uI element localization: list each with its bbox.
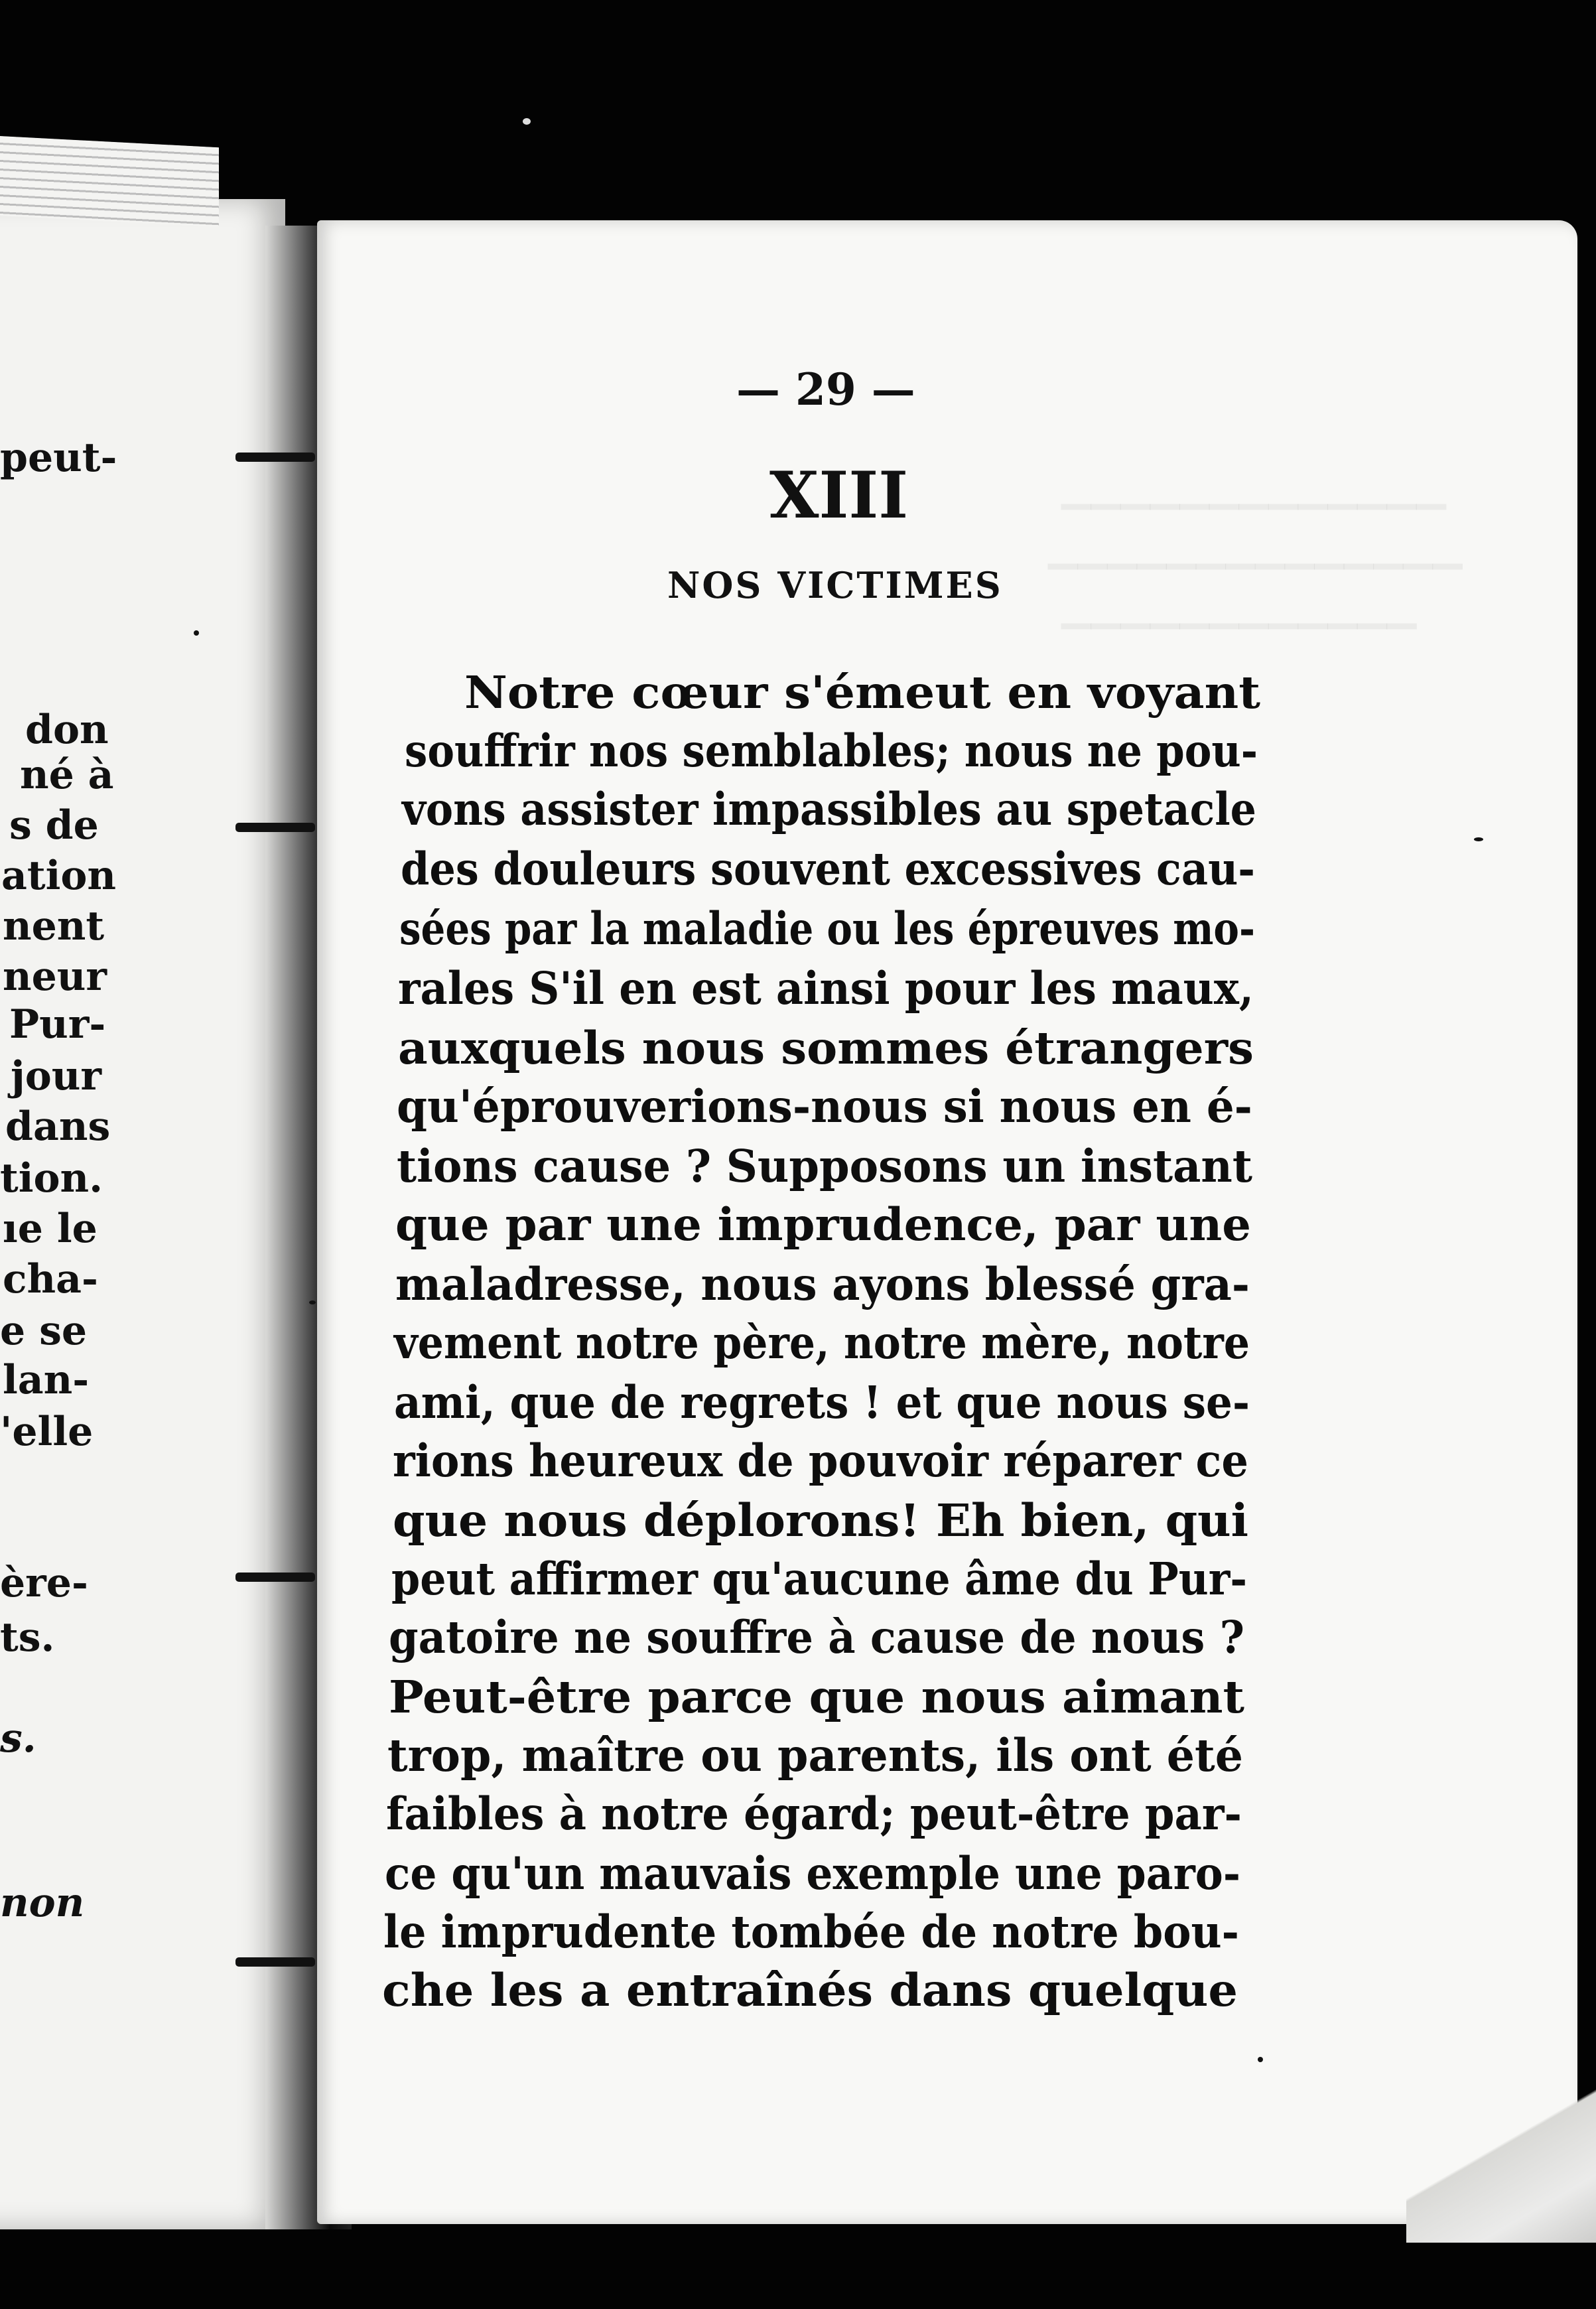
chapter-title: NOS VICTIMES xyxy=(667,564,1003,606)
body-line: vons assister impassibles au spetacle xyxy=(402,783,1256,835)
page-number: — 29 — xyxy=(736,364,915,415)
left-line: né à xyxy=(20,752,114,798)
left-line: s de xyxy=(9,802,99,849)
bleed-through-mark: ▁▁▁▁▁▁▁▁▁▁▁▁ xyxy=(1061,584,1417,629)
left-line: ation xyxy=(1,853,117,899)
body-line: maladresse, nous ayons blessé gra- xyxy=(395,1258,1250,1310)
left-line: ıe le xyxy=(3,1206,98,1252)
left-line: ts. xyxy=(0,1614,55,1661)
dust-speck xyxy=(1258,2057,1263,2062)
left-line: jour xyxy=(11,1053,101,1099)
body-line: souffrir nos semblables; nous ne pou- xyxy=(405,725,1258,777)
body-line: auxquels nous sommes étrangers xyxy=(398,1022,1254,1074)
body-line: sées par la maladie ou les épreuves mo- xyxy=(399,902,1255,955)
body-line: rales S'il en est ainsi pour les maux, xyxy=(398,962,1254,1015)
left-line: peut- xyxy=(0,435,117,481)
body-line: peut affirmer qu'aucune âme du Pur- xyxy=(391,1553,1247,1605)
left-line: 'elle xyxy=(0,1409,94,1455)
left-page-edges xyxy=(0,136,219,227)
bleed-through-mark: ▁▁▁▁▁▁▁▁▁▁▁▁▁ xyxy=(1061,464,1446,510)
body-line: che les a entraînés dans quelque xyxy=(382,1964,1238,2016)
body-line: faibles à notre égard; peut-être par- xyxy=(386,1787,1242,1840)
binding-stitch xyxy=(235,453,315,462)
body-line: vement notre père, notre mère, notre xyxy=(394,1316,1250,1369)
body-line: le imprudente tombée de notre bou- xyxy=(383,1906,1239,1958)
body-line: ce qu'un mauvais exemple une paro- xyxy=(385,1847,1240,1900)
left-line: e se xyxy=(0,1308,88,1354)
chapter-number: XIII xyxy=(769,458,909,533)
dust-speck xyxy=(309,1300,316,1304)
dust-speck xyxy=(194,630,199,636)
left-line: dans xyxy=(5,1103,111,1150)
body-line: que nous déplorons! Eh bien, qui xyxy=(393,1494,1248,1547)
left-line: Pur- xyxy=(9,1001,106,1048)
left-line: non xyxy=(0,1880,85,1926)
left-line: ère- xyxy=(0,1560,88,1606)
body-line: ami, que de regrets ! et que nous se- xyxy=(394,1376,1250,1429)
body-line: que par une imprudence, par une xyxy=(395,1198,1251,1251)
binding-stitch xyxy=(235,823,315,832)
left-line: nent xyxy=(3,903,105,949)
body-line: qu'éprouverions-nous si nous en é- xyxy=(397,1080,1252,1133)
left-line: tion. xyxy=(0,1155,103,1202)
left-line: lan- xyxy=(3,1357,90,1403)
body-line: Peut-être parce que nous aimant xyxy=(389,1671,1245,1723)
body-line: tions cause ? Supposons un instant xyxy=(397,1140,1252,1192)
page-corner-curl xyxy=(1406,2044,1596,2243)
bleed-through-mark: ▁▁▁▁▁▁▁▁▁▁▁▁▁▁ xyxy=(1048,524,1463,569)
body-line: des douleurs souvent excessives cau- xyxy=(401,843,1255,895)
left-line: cha- xyxy=(3,1256,98,1302)
left-line: s. xyxy=(0,1715,36,1762)
dust-speck xyxy=(1474,837,1483,841)
dust-speck xyxy=(523,118,531,125)
left-line: neur xyxy=(3,953,107,1000)
body-line: Notre cœur s'émeut en voyant xyxy=(464,666,1260,719)
body-line: gatoire ne souffre à cause de nous ? xyxy=(389,1611,1244,1663)
body-line: trop, maître ou parents, ils ont été xyxy=(387,1729,1243,1782)
body-line: rions heureux de pouvoir réparer ce xyxy=(393,1434,1248,1487)
left-line: don xyxy=(25,707,109,753)
binding-stitch xyxy=(235,1957,315,1967)
binding-stitch xyxy=(235,1573,315,1582)
